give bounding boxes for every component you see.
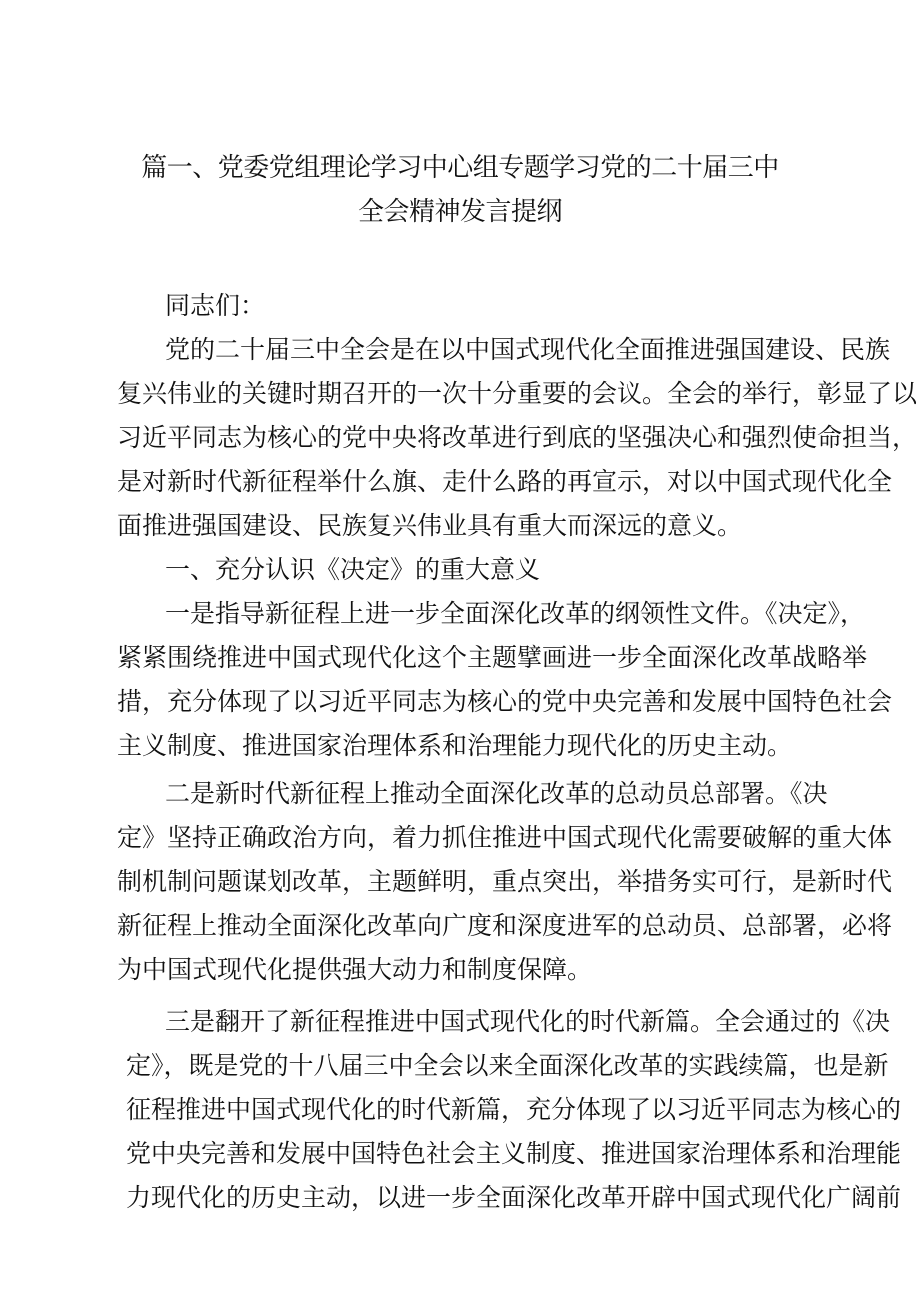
- document-title-line-2: 全会精神发言提纲: [357, 197, 562, 227]
- paragraph-3-line: 定》，既是党的十八届三中全会以来全面深化改革的实践续篇，也是新: [126, 1051, 889, 1080]
- intro-line: 复兴伟业的关键时期召开的一次十分重要的会议。全会的举行，彰显了以: [117, 379, 918, 408]
- paragraph-3-line: 征程推进中国式现代化的时代新篇，充分体现了以习近平同志为核心的: [126, 1095, 902, 1124]
- paragraph-1-line: 主义制度、推进国家治理体系和治理能力现代化的历史主动。: [117, 731, 793, 760]
- paragraph-2-line: 二是新时代新征程上推动全面深化改革的总动员总部署。《决: [165, 779, 828, 808]
- paragraph-2-line: 制机制问题谋划改革，主题鲜明，重点突出，举措务实可行，是新时代: [117, 867, 893, 896]
- intro-line: 习近平同志为核心的党中央将改革进行到底的坚强决心和强烈使命担当，: [117, 423, 918, 452]
- paragraph-2-line: 新征程上推动全面深化改革向广度和深度进军的总动员、总部署，必将: [117, 911, 893, 940]
- paragraph-2-line: 定》坚持正确政治方向，着力抓住推进中国式现代化需要破解的重大体: [117, 823, 893, 852]
- paragraph-3-line: 党中央完善和发展中国特色社会主义制度、推进国家治理体系和治理能: [126, 1139, 902, 1168]
- intro-line: 党的二十届三中全会是在以中国式现代化全面推进强国建设、民族: [165, 335, 891, 364]
- paragraph-3-line: 力现代化的历史主动，以进一步全面深化改革开辟中国式现代化广阔前: [126, 1183, 902, 1212]
- document-title-line-1: 篇一、党委党组理论学习中心组专题学习党的二十届三中: [141, 153, 779, 183]
- paragraph-3-line: 三是翻开了新征程推进中国式现代化的时代新篇。全会通过的《决: [165, 1007, 891, 1036]
- intro-line: 是对新时代新征程举什么旗、走什么路的再宣示，对以中国式现代化全: [117, 467, 893, 496]
- paragraph-1-line: 措，充分体现了以习近平同志为核心的党中央完善和发展中国特色社会: [117, 687, 893, 716]
- paragraph-2-line: 为中国式现代化提供强大动力和制度保障。: [117, 955, 593, 984]
- paragraph-1-line: 一是指导新征程上进一步全面深化改革的纲领性文件。《决定》，: [165, 599, 866, 628]
- section-heading: 一、充分认识《决定》的重大意义: [165, 555, 541, 584]
- intro-line: 面推进强国建设、民族复兴伟业具有重大而深远的意义。: [117, 511, 743, 540]
- salutation: 同志们：: [165, 291, 266, 320]
- paragraph-1-line: 紧紧围绕推进中国式现代化这个主题擘画进一步全面深化改革战略举: [117, 643, 868, 672]
